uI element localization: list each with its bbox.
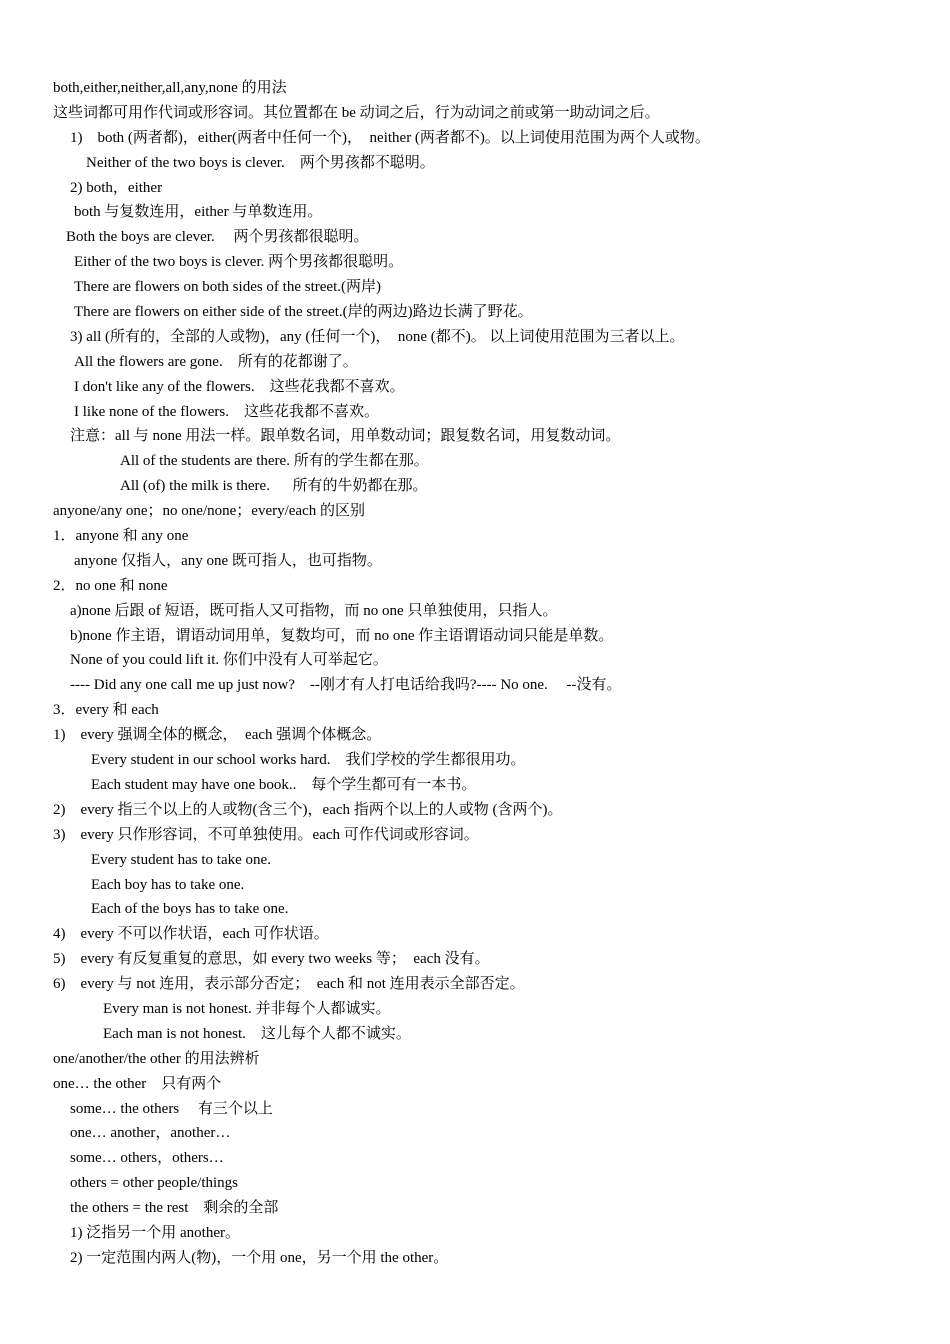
text-line: the others = the rest 剩余的全部 [70, 1200, 279, 1217]
example-sentence: Every student in our school works hard. 我们学校的学生都很用功。 [91, 752, 526, 769]
example-sentence: There are flowers on both sides of the street.(两岸) [74, 279, 381, 296]
example-sentence: Each man is not honest. 这儿每个人都不诚实。 [103, 1025, 411, 1042]
note-line: 注意：all 与 none 用法一样。跟单数名词，用单数动词；跟复数名词，用复数动词。 [70, 428, 621, 445]
example-sentence: Either of the two boys is clever. 两个男孩都很聪明。 [74, 254, 404, 271]
list-item: 1) every 强调全体的概念， each 强调个体概念。 [53, 727, 382, 744]
text-line: both 与复数连用，either 与单数连用。 [74, 204, 323, 221]
example-sentence: Both the boys are clever. 两个男孩都很聪明。 [66, 229, 369, 246]
list-item: 6) every 与 not 连用，表示部分否定； each 和 not 连用表示全部否定。 [53, 976, 525, 993]
list-item: 5) every 有反复重复的意思，如 every two weeks 等； each 没有。 [53, 951, 490, 968]
list-item: 2) both，either [70, 179, 163, 196]
text-line: some… others，others… [70, 1150, 224, 1167]
example-sentence: All of the students are there. 所有的学生都在那。 [120, 453, 429, 470]
example-sentence: All (of) the milk is there. 所有的牛奶都在那。 [120, 478, 428, 495]
section-heading: 2．no one 和 none [53, 577, 168, 594]
list-item: 4) every 不可以作状语，each 可作状语。 [53, 926, 329, 943]
example-sentence: Neither of the two boys is clever. 两个男孩都不聪明。 [86, 154, 435, 171]
heading-anyone-none-every: anyone/any one；no one/none；every/each 的区别 [53, 503, 365, 520]
example-sentence: Every man is not honest. 并非每个人都诚实。 [103, 1000, 391, 1017]
example-sentence: There are flowers on either side of the street.(岸的两边)路边长满了野花。 [74, 304, 533, 321]
example-sentence: I like none of the flowers. 这些花我都不喜欢。 [74, 403, 379, 420]
text-line: one… another，another… [70, 1125, 231, 1142]
example-sentence: Each student may have one book.. 每个学生都可有一本书。 [91, 776, 477, 793]
section-heading: 3．every 和 each [53, 702, 159, 719]
example-sentence: None of you could lift it. 你们中没有人可举起它。 [70, 652, 388, 669]
example-sentence: Every student has to take one. [91, 851, 271, 868]
text-line: some… the others 有三个以上 [70, 1100, 273, 1117]
list-item: 2) 一定范围内两人(物)，一个用 one，另一个用 the other。 [70, 1249, 449, 1266]
example-sentence: ---- Did any one call me up just now? --刚才有人打电话给我吗?---- No one. --没有。 [70, 677, 622, 694]
list-item: a)none 后跟 of 短语，既可指人又可指物，而 no one 只单独使用，只指人。 [70, 602, 558, 619]
example-sentence: I don't like any of the flowers. 这些花我都不喜欢。 [74, 378, 405, 395]
text-line: one… the other 只有两个 [53, 1075, 222, 1092]
section-heading: 1．anyone 和 any one [53, 528, 189, 545]
document-page [0, 76, 950, 1271]
list-item: 3) every 只作形容词，不可单独使用。each 可作代词或形容词。 [53, 826, 479, 843]
list-item: 1) 泛指另一个用 another。 [70, 1224, 240, 1241]
text-line: others = other people/things [70, 1175, 239, 1192]
list-item: b)none 作主语，谓语动词用单，复数均可，而 no one 作主语谓语动词只能是单数。 [70, 627, 614, 644]
text-line: anyone 仅指人，any one 既可指人，也可指物。 [74, 552, 382, 569]
list-item: 2) every 指三个以上的人或物(含三个)，each 指两个以上的人或物 (含两个)。 [53, 801, 563, 818]
list-item: 1) both (两者都)，either(两者中任何一个)， neither (两者都不)。以上词使用范围为两个人或物。 [70, 129, 710, 146]
heading-both-either-neither: both,either,neither,all,any,none 的用法 [53, 80, 287, 96]
example-sentence: All the flowers are gone. 所有的花都谢了。 [74, 353, 358, 370]
text-line: 这些词都可用作代词或形容词。其位置都在 be 动词之后，行为动词之前或第一助动词之后。 [53, 104, 660, 121]
example-sentence: Each boy has to take one. [91, 876, 245, 893]
list-item: 3) all (所有的，全部的人或物)，any (任何一个)， none (都不)。 以上词使用范围为三者以上。 [70, 328, 685, 345]
example-sentence: Each of the boys has to take one. [91, 901, 289, 918]
heading-one-another-other: one/another/the other 的用法辨析 [53, 1050, 260, 1067]
